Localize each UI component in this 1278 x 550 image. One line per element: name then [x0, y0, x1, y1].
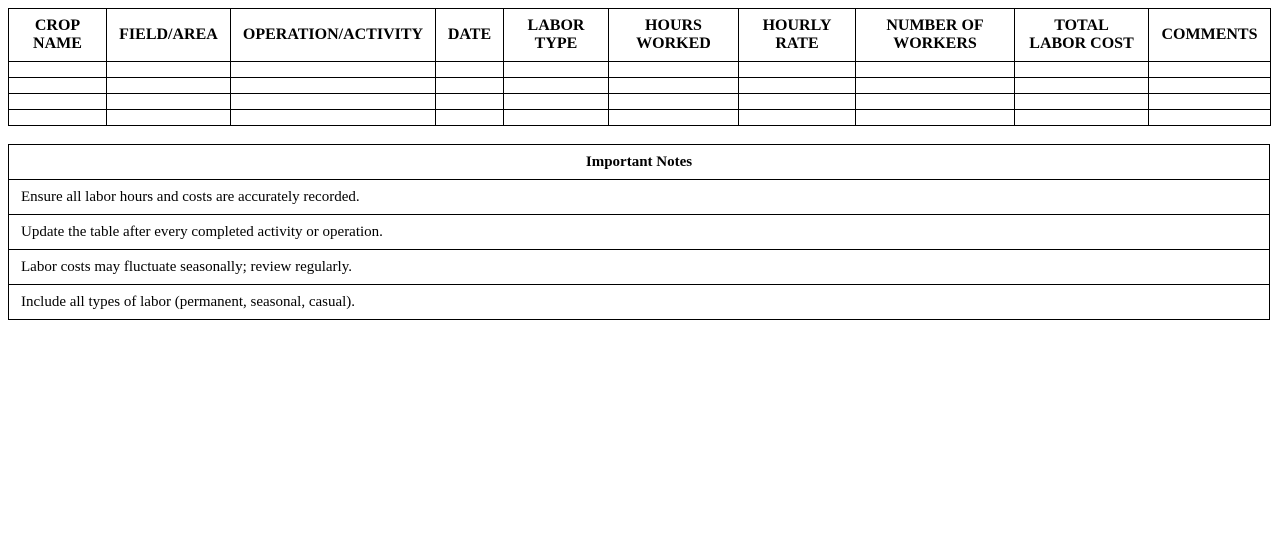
note-row: [9, 285, 1270, 320]
header-field-area: FIELD/AREA: [107, 9, 231, 62]
table-cell[interactable]: [436, 62, 504, 78]
table-cell[interactable]: [107, 110, 231, 126]
table-cell[interactable]: [1015, 110, 1149, 126]
table-cell[interactable]: [107, 94, 231, 110]
table-cell[interactable]: [504, 110, 609, 126]
header-row: [9, 9, 1271, 62]
table-cell[interactable]: [609, 62, 739, 78]
table-cell[interactable]: [739, 110, 856, 126]
table-cell[interactable]: [231, 62, 436, 78]
table-cell[interactable]: [504, 62, 609, 78]
header-hours-worked: HOURS WORKED: [609, 9, 739, 62]
table-cell[interactable]: [107, 78, 231, 94]
table-cell[interactable]: [9, 94, 107, 110]
table-cell[interactable]: [9, 62, 107, 78]
table-cell[interactable]: [436, 94, 504, 110]
table-cell[interactable]: [1149, 78, 1271, 94]
note-row: [9, 180, 1270, 215]
document-page: [8, 8, 1270, 320]
table-cell[interactable]: [231, 94, 436, 110]
note-row: [9, 215, 1270, 250]
header-date: DATE: [436, 9, 504, 62]
table-cell[interactable]: [609, 78, 739, 94]
table-cell[interactable]: [739, 62, 856, 78]
note-item: Update the table after every completed activity or operation.: [9, 215, 1270, 250]
table-cell[interactable]: [9, 78, 107, 94]
table-row: [9, 110, 1271, 126]
table-cell[interactable]: [1149, 62, 1271, 78]
table-cell[interactable]: [231, 78, 436, 94]
table-cell[interactable]: [609, 94, 739, 110]
table-cell[interactable]: [107, 62, 231, 78]
table-cell[interactable]: [856, 78, 1015, 94]
notes-header-row: [9, 145, 1270, 180]
table-cell[interactable]: [436, 110, 504, 126]
table-cell[interactable]: [1015, 78, 1149, 94]
table-row: [9, 62, 1271, 78]
table-cell[interactable]: [856, 94, 1015, 110]
table-cell[interactable]: [504, 94, 609, 110]
header-operation-activity: OPERATION/ACTIVITY: [231, 9, 436, 62]
table-cell[interactable]: [1015, 94, 1149, 110]
header-number-of-workers: NUMBER OF WORKERS: [856, 9, 1015, 62]
important-notes-table: [8, 144, 1270, 320]
note-item: Labor costs may fluctuate seasonally; review regularly.: [9, 250, 1270, 285]
table-cell[interactable]: [739, 78, 856, 94]
table-cell[interactable]: [856, 62, 1015, 78]
table-cell[interactable]: [231, 110, 436, 126]
header-total-labor-cost: TOTAL LABOR COST: [1015, 9, 1149, 62]
note-item: Ensure all labor hours and costs are accurately recorded.: [9, 180, 1270, 215]
header-labor-type: LABOR TYPE: [504, 9, 609, 62]
header-crop-name: CROP NAME: [9, 9, 107, 62]
notes-title: Important Notes: [9, 145, 1270, 180]
table-cell[interactable]: [856, 110, 1015, 126]
header-hourly-rate: HOURLY RATE: [739, 9, 856, 62]
table-cell[interactable]: [1149, 110, 1271, 126]
table-cell[interactable]: [1149, 94, 1271, 110]
labor-cost-table: [8, 8, 1271, 126]
table-row: [9, 78, 1271, 94]
table-cell[interactable]: [9, 110, 107, 126]
table-cell[interactable]: [739, 94, 856, 110]
table-cell[interactable]: [609, 110, 739, 126]
table-cell[interactable]: [436, 78, 504, 94]
note-row: [9, 250, 1270, 285]
header-comments: COMMENTS: [1149, 9, 1271, 62]
table-cell[interactable]: [1015, 62, 1149, 78]
table-row: [9, 94, 1271, 110]
table-cell[interactable]: [504, 78, 609, 94]
note-item: Include all types of labor (permanent, seasonal, casual).: [9, 285, 1270, 320]
